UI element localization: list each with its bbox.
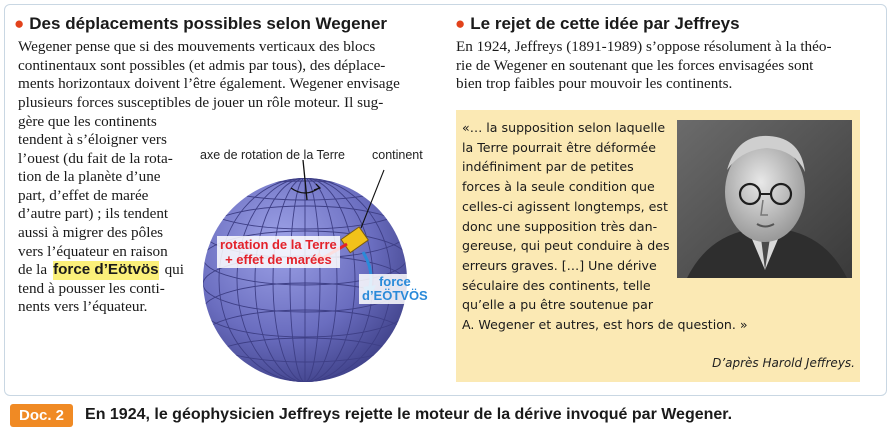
- quote-line: gereuse, qui peut conduire à des: [462, 238, 670, 254]
- continent-label: continent: [372, 148, 423, 162]
- text-line: tendent à s’éloigner vers: [18, 131, 167, 149]
- caption-text: En 1924, le géophysicien Jeffreys rejette le moteur de la dérive invoqué par Wegener.: [85, 406, 733, 423]
- quote-line: celles-ci agissent longtemps, est: [462, 198, 668, 214]
- left-heading: ● Des déplacements possibles selon Wegener: [14, 14, 388, 33]
- left-paragraph-narrow: [18, 113, 184, 318]
- text-line: part, d’effet de marée: [18, 186, 149, 204]
- quote-line: donc une supposition très dan-: [462, 218, 658, 234]
- quote-text-wide: [462, 295, 852, 334]
- quote-line: la Terre pourrait être déformée: [462, 139, 657, 155]
- quote-line: A. Wegener et autres, est hors de question. »: [462, 316, 748, 332]
- text-line: nents vers l’équateur.: [18, 298, 148, 316]
- quote-line: forces à la seule condition que: [462, 179, 655, 195]
- text-line: bien trop faibles pour mouvoir les continents.: [456, 75, 733, 93]
- highlight-eotvos: force d’Eötvös: [53, 261, 159, 279]
- left-paragraph-top: [18, 38, 438, 112]
- right-heading: ● Le rejet de cette idée par Jeffreys: [455, 14, 740, 33]
- text-line: tion de la planète d’une: [18, 168, 161, 186]
- quote-line: qu’elle a pu être soutenue par: [462, 297, 654, 312]
- bullet-icon: ●: [455, 14, 466, 33]
- document-caption: [10, 402, 732, 428]
- axis-label: axe de rotation de la Terre: [200, 148, 346, 162]
- doc-badge: Doc. 2: [10, 404, 73, 427]
- quote-source: D’après Harold Jeffreys.: [712, 356, 855, 370]
- text-line: de la force d’Eötvös qui: [18, 261, 184, 279]
- text-line: ments horizontaux doivent l’être également. Wegener envisage: [18, 75, 400, 93]
- text-line: continentaux sont possibles (et admis par tous), des déplace-: [18, 56, 386, 74]
- bullet-icon: ●: [14, 14, 25, 33]
- quote-line: indéfiniment par de petites: [462, 159, 634, 175]
- text-line: d’autre part) ; ils tendent: [18, 205, 169, 223]
- quote-text: [462, 118, 672, 295]
- eotvos-force-label: force d’EÖTVÖS: [359, 274, 431, 304]
- text-line: rie de Wegener en soutenant que les forces envisagées sont: [456, 56, 814, 74]
- jeffreys-portrait-photo: [677, 120, 852, 278]
- text-line: aussi à migrer des pôles: [18, 224, 164, 242]
- text-line: tend à pousser les conti-: [18, 279, 165, 297]
- right-paragraph: [456, 38, 861, 94]
- text-line: plusieurs forces susceptibles de jouer un rôle moteur. Il sug-: [18, 93, 384, 111]
- quote-line: erreurs graves. […] Une dérive: [462, 257, 657, 273]
- quote-line: séculaire des continents, telle: [462, 277, 651, 293]
- quote-line: «… la supposition selon laquelle: [462, 120, 666, 135]
- text-line: En 1924, Jeffreys (1891-1989) s’oppose résolument à la théo-: [456, 38, 832, 55]
- text-line: vers l’équateur en raison: [18, 242, 168, 260]
- text-line: Wegener pense que si des mouvements verticaux des blocs: [18, 38, 376, 55]
- rotation-label: rotation de la Terre + effet de marées: [217, 236, 340, 268]
- text-line: gère que les continents: [18, 112, 157, 130]
- text-line: l’ouest (du fait de la rota-: [18, 149, 173, 167]
